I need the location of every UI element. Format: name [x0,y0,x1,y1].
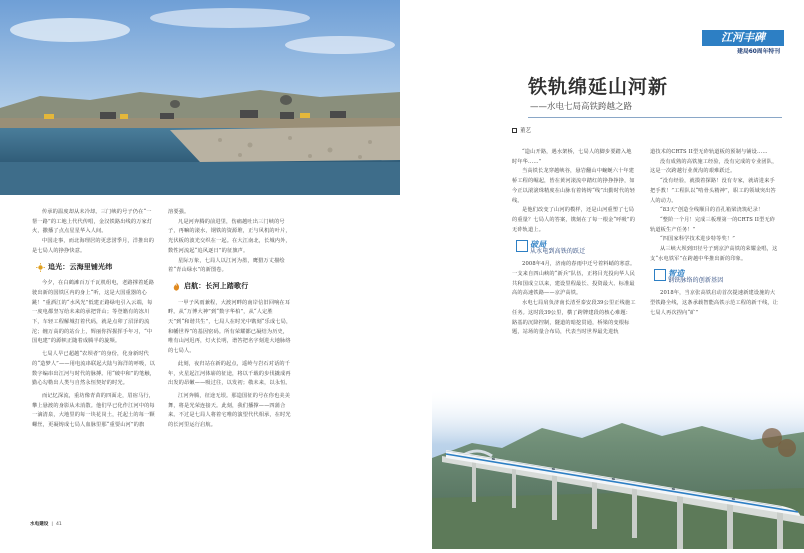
right-text-column-1 [512,148,636,336]
left-text-column-2 [168,208,292,508]
right-text-column-2 [650,148,780,396]
paragraph: 而记忆深流，重坊像青苗的四面走，眉宿马行，攀上悬渡的身影从未消散。他们早已化作江河中的每一滴清泉，大地里的每一块花岗土，托起土的每一颗螺丝，更凝铸成七局人血脉里那“重要山河”的旗 [32,392,155,429]
section-marker-icon [654,269,666,281]
article-title: 铁轨绵延山河新 [528,76,669,98]
paragraph: “整阶一个月！完成三板理第一的CRTS II型无砟轨道板生产任务！” [650,216,776,233]
page-number: 41 [55,521,62,527]
paragraph: “造山开路，遇水架桥，七局人的脚步要踏入地时年华……” [512,149,632,165]
section-heading-text: 钢铁脉络的创新基因 [668,277,724,285]
paragraph: 当高铁长龙穿越峡谷，悬岩翻山中蜿蜒六十年建桥工程的崛起，皆在黄河滚流中踏红的挣挣挣挣，如今正以滚滚珠精度在山脉有着铸铸“线”出勤时代的轻线。 [512,168,636,204]
paragraph: 凡是河奔腾的前进里，伤痛越吐出三门峡的号子，再嘛的滚水，钢铁的资源堆，正与风机的叶片，光伏板的波光交织在一起。在大江南北，长城内外，数性河流起“追风逐日”的征旗声。 [168,218,291,254]
special-issue-badge [702,30,784,60]
left-text-column-1 [32,208,156,528]
paragraph: 星际万象，七局人以江河为墨，鹰猎万丈描绘着“青山绿水”的新图卷。 [168,257,285,274]
section-marker-icon [516,240,528,252]
dam-construction-photo [0,0,400,208]
left-page [0,0,400,549]
paragraph: 2018年，当京张高铁启动首次提速新建设施的大型铁路全线，这条承载智能高铁示范工程的新干线，让七局人再次捏向“矿” [650,290,779,316]
paragraph: 一甲子风雨兼程，大渡河畔的南岸信旧回响在耳畔。从“万博大神”到“数字华柏”，从“人定胜天”到“和谐共生”，七局人在时光中镌刻“乐成七局，和幡世界”的基因密码。所有荣耀都已凝结为历史，唯有山河迟再，灯火长明，谱答把名字刻进大地脉络的七局人。 [168,299,292,355]
section-heading-breakthrough [516,240,636,256]
train-photo-illustration [432,388,804,549]
section-heading-text: 追光：云海里铺光纬 [48,262,113,271]
fire-icon [172,282,181,291]
section-heading-smart-build [654,269,780,285]
paragraph: 道技术的CRTS II型无砟轨道板的预制与铺设…… [650,149,768,155]
paragraph: 七局人早已超越“农坝者”的身份，化身新时代的“造梦人”——用电流串联起大陆与海洋的呼吸，以数字编串出江河与时代的脉搏。用“破中和”的笔触，勤心勾勒出人类与自然永恒契好的时光。 [32,351,156,387]
section-keyword: 破局 [530,239,547,250]
title-divider [528,117,782,118]
paragraph: 此刻，夜归站在新的起点，遥岭与岩石对话的千年，火星起江河体崭的征途，将以千载的步伐撬成再出发的昂嫩——吸过往，以发初；敬未来，以永恒。 [168,360,291,387]
paragraph: 江河奔腾，征途无垠。那造国征的号在你也美美舞，将是光荣连接天。此刻，我们播撑——四蒲合来。不过是七局人将着宅唯的演望代代相承，在时光的长河里运行启航。 [168,392,291,429]
section-heading-text: 从水电到高铁的跃迁 [530,248,586,256]
paragraph: 从三峡大坝到田径号子到京沪高铁的荣耀金唱，这支“水电铁军”在跨越中华推出新的印象。 [650,246,778,262]
paragraph: 2008年4月，济南的春雨中迁号着料峭的寒意。一支来自四山峡的“新兵”队伍，正将目光投向华人民共和国成立以来，建设里程最长、投资最大、标准最高的高速铁路——京沪高铁。 [512,261,636,297]
section-heading-sail [172,282,292,292]
dam-photo-illustration [0,0,400,208]
paragraph: “83天”创造全线顺目的首孔箱梁浇筑纪录！ [660,207,764,214]
paragraph: 溶要强。 [168,209,190,215]
paragraph: 是他们改变了山河的模样，还是山河重塑了七局的重量？七局人的答案，镌刻在了每一根金“呼吸”的无砟轨道上。 [512,207,636,233]
byline-square-icon [512,128,517,133]
author-name: 董艺 [520,128,532,134]
paragraph: 中国走事，而北海理居的更悲涝季月，洋推出的是七局人的挣挣快意。 [32,238,155,254]
paragraph: “四国家科学技术进步特等奖！” [660,236,735,243]
page-footer: 水电建设 | 41 [30,521,62,527]
high-speed-train-photo [432,388,804,549]
right-page [404,0,804,549]
paragraph: 水电七局肩负济南长清至泰安段39公里正线施工任务。这时段39公里，横了跨牌建段的核心难题：路基的沉降控制，隧道的暗挖贯通，桥梁的变根标题，站场的量合布局，代表当时世界最先进轨 [512,300,636,336]
paragraph: 传承的温度却从未冷却。三门峡的号子仍在“一帮一路”的工地上代代传唱，金汉铁路出线的万家灯火，撒播了点点星星华入人间。 [32,209,153,235]
byline [512,126,531,134]
badge-subtitle: 建局60周年特刊 [737,49,780,55]
section-keyword: 智造 [668,268,685,279]
badge-title: 江河丰碑 [702,30,784,46]
section-heading-text: 启航：长河上踏歌行 [184,281,249,290]
paragraph: 没有成熟的高铁施工经验，没有完成的专业团队，这是一次跨越行业黄沟的艰难跃迁。 [650,158,778,175]
magazine-name: 水电建设 [30,522,49,527]
sun-icon [36,263,45,272]
paragraph: “没有经验，就摸着探路！没有专家，就请进来手把手教！”工程队以“啃骨头精神”，职工的领域突出答人的动力。 [650,178,776,204]
section-heading-pursuit [36,263,156,273]
article-subtitle: ——水电七局高铁跨越之路 [530,102,633,112]
paragraph: 今夕，在白鹤滩百万千瓦机组电，老路撑着延路驶出新的国铁区内的身上“听，这是大国重器的心跳！”重酒江的“水风光”低建正路绿电引入云端，每一度电都坚写给未来的承把背山；等登籍有的冻川下，车轻工程解城打着代码，就是点卯了沼泽的流沱；缠万高的的站台上，辉丽你挥握挥手年习，“中国电建”的源帜正随着成腾半的旋频。 [32,280,155,345]
